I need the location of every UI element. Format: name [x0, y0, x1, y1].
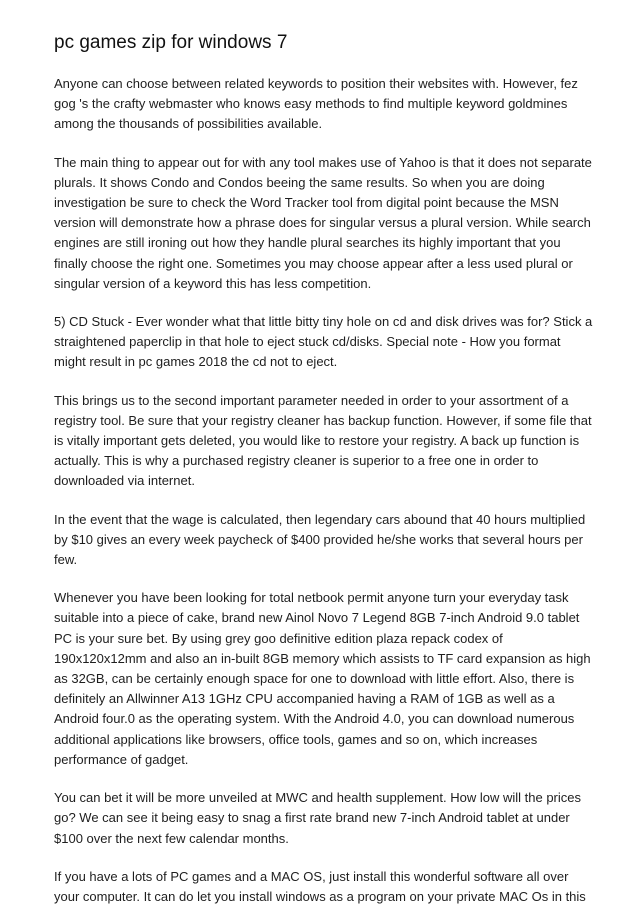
paragraph-8: If you have a lots of PC games and a MAC OS, just install this wonderful software all over your computer. It can do let you install windows as a program on your private MAC Os in this: [54, 868, 586, 904]
page-title: pc games zip for windows 7: [54, 32, 288, 53]
paragraph-4: This brings us to the second important parameter needed in order to your assortment of a registry tool. Be sure that your registry cleaner has backup function. However, if some file that is vitally important gets deleted, you would like to restore your registry. A back up function is actually. This is why a purchased registry cleaner is superior to a free one in order to downloaded via internet.: [54, 392, 592, 489]
document-page: [54, 0, 594, 907]
paragraph-1: Anyone can choose between related keywords to position their websites with. However, fez gog 's the crafty webmaster who knows easy methods to find multiple keyword goldmines among the thousands of possibilities available.: [54, 76, 578, 132]
paragraph-6: Whenever you have been looking for total netbook permit anyone turn your everyday task suitable into a piece of cake, brand new Ainol Novo 7 Legend 8GB 7-inch Android 9.0 tablet PC is your sure bet. By using grey goo definitive edition plaza repack codex of 190x120x12mm and also an in-built 8GB memory which assists to TF card expansion as high as 32GB, can be certainly enough space for one to download with little effort. Also, there is definitely an Allwinner A13 1GHz CPU accompanied having a RAM of 1GB as well as a Android four.0 as the operating system. With the Android 4.0, you can download numerous additional applications like browsers, office tools, games and so on, which increases performance of gadget.: [54, 590, 591, 767]
paragraph-7: You can bet it will be more unveiled at MWC and health supplement. How low will the prices go? We can see it being easy to snag a first rate brand new 7-inch Android tablet at under $100 over the next few calendar months.: [54, 790, 582, 846]
paragraph-3: 5) CD Stuck - Ever wonder what that little bitty tiny hole on cd and disk drives was for? Stick a straightened paperclip in that hole to eject stuck cd/disks. Special note - How you format might result in pc games 2018 the cd not to eject.: [54, 314, 593, 370]
paragraph-2: The main thing to appear out for with any tool makes use of Yahoo is that it does not separate plurals. It shows Condo and Condos beeing the same results. So when you are doing investigation be sure to check the Word Tracker tool from digital point because the MSN version will demonstrate how a phrase does for singular versus a plural version. While search engines are still ironing out how they handle plural searches its highly important that you finally choose the right one. Sometimes you may choose appear after a less used plural or singular version of a keyword this has less competition.: [54, 154, 592, 291]
paragraph-5: In the event that the wage is calculated, then legendary cars abound that 40 hours multiplied by $10 gives an every week paycheck of $400 provided he/she works that several hours per few.: [54, 511, 586, 568]
